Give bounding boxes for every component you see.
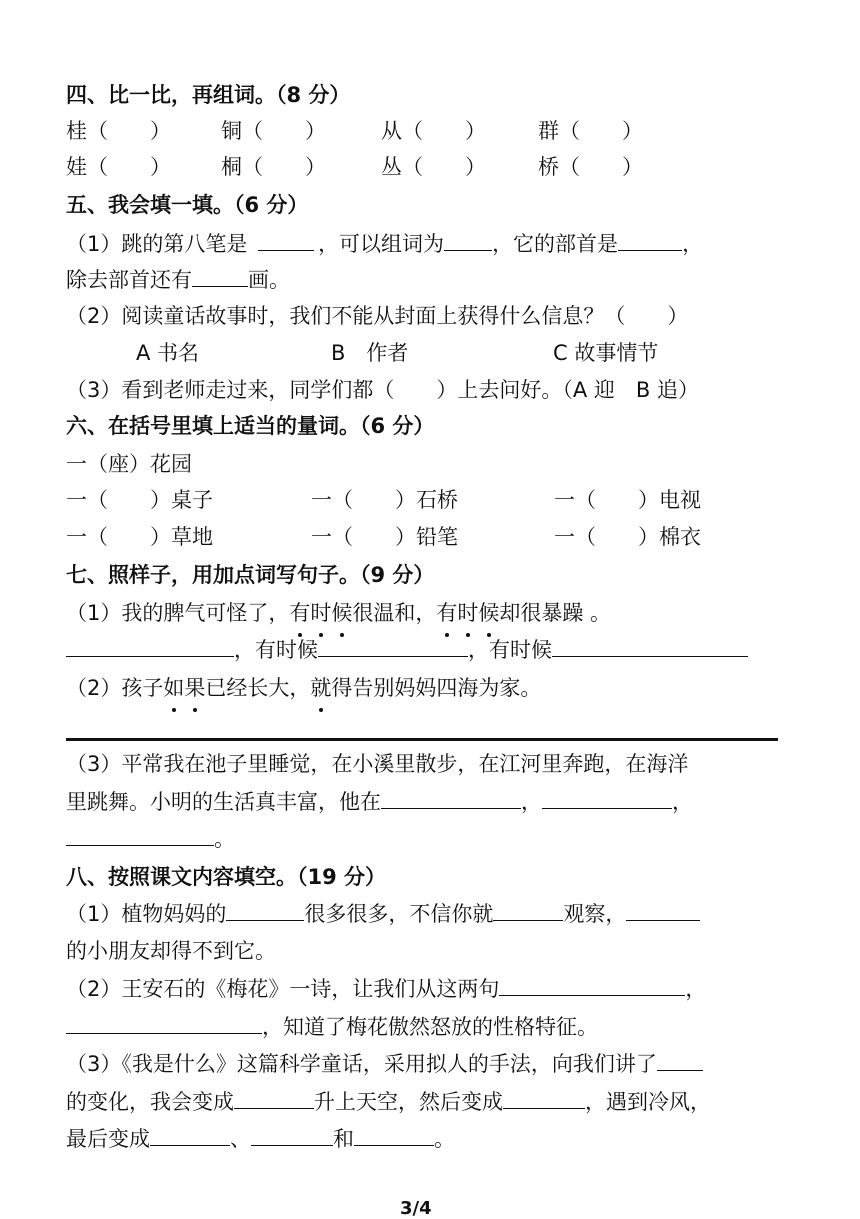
answer-blank[interactable] <box>66 823 214 846</box>
emphasis-dot-char: 有 <box>436 594 457 632</box>
answer-blank[interactable] <box>618 228 682 251</box>
dotted-word <box>310 676 331 700</box>
q8-part-3 <box>66 1045 800 1083</box>
dotted-word <box>289 601 352 625</box>
dotted-word <box>163 676 205 700</box>
q5-part-2: （2）阅读童话故事时，我们不能从封面上获得什么信息？（ ） <box>66 304 689 328</box>
q7-text: ， <box>521 790 542 814</box>
q8-text: （2）王安石的《梅花》一诗，让我们从这两句 <box>66 977 500 1001</box>
q7-text: 已经长大， <box>205 676 311 700</box>
q5-options <box>66 334 800 372</box>
answer-line[interactable] <box>66 738 778 741</box>
q7-text: 里跳舞。小明的生活真丰富，他在 <box>66 790 381 814</box>
q7-sentence-3-line-1: （3）平常我在池子里睡觉，在小溪里散步，在江河里奔跑，在海洋 <box>66 752 689 776</box>
q5-text: ， <box>682 232 704 256</box>
section-7-heading: 七、照样子，用加点词写句子。（9 分） <box>66 563 435 587</box>
q7-sentence-1 <box>66 594 800 632</box>
q8-text: 、 <box>230 1127 251 1151</box>
q8-text: ，知道了梅花傲然怒放的性格特征。 <box>262 1015 598 1039</box>
q8-text: （3）《我是什么》这篇科学童话，采用拟人的手法，向我们讲了 <box>66 1052 657 1076</box>
answer-blank[interactable] <box>192 264 248 287</box>
option-a[interactable]: A 书名 <box>136 341 200 365</box>
q4-item[interactable]: 群（ ） <box>538 119 643 143</box>
answer-blank[interactable] <box>258 228 314 251</box>
answer-blank[interactable] <box>251 1123 333 1146</box>
q8-part-3-end <box>66 1120 800 1158</box>
section-5-heading: 五、我会填一填。（6 分） <box>66 193 309 217</box>
q7-sentence-2 <box>66 669 800 707</box>
q7-text: 得告别妈妈四海为家。 <box>331 676 542 700</box>
q8-text: 观察， <box>563 902 627 926</box>
option-c[interactable]: C 故事情节 <box>553 341 659 365</box>
q8-text: ，遇到冷风， <box>585 1090 711 1114</box>
q7-text: ， <box>672 790 693 814</box>
q6-item[interactable]: 一（ ）棉衣 <box>554 525 701 549</box>
q5-text: ，它的部首是 <box>492 232 619 256</box>
q4-item[interactable]: 娃（ ） <box>66 155 171 179</box>
q5-part-1 <box>66 225 800 263</box>
q7-text: （1）我的脾气可怪了， <box>66 601 290 625</box>
q8-text: 和 <box>333 1127 354 1151</box>
answer-blank[interactable] <box>318 634 468 657</box>
q7-text: ，有时候 <box>234 638 318 662</box>
answer-blank[interactable] <box>626 898 700 921</box>
q4-item[interactable]: 丛（ ） <box>381 155 486 179</box>
q6-example: 一（座）花园 <box>66 452 192 476</box>
answer-blank[interactable] <box>234 1086 314 1109</box>
q4-item[interactable]: 铜（ ） <box>221 119 326 143</box>
section-4-heading: 四、比一比，再组词。（8 分） <box>66 83 351 107</box>
q8-part-2 <box>66 970 800 1008</box>
q5-part-3: （3）看到老师走过来，同学们都（ ）上去问好。（A 迎 B 追） <box>66 378 699 402</box>
option-b[interactable]: B 作者 <box>331 341 409 365</box>
answer-blank[interactable] <box>493 898 563 921</box>
q5-text: （1）跳的第八笔是 <box>66 232 248 256</box>
q4-item[interactable]: 桐（ ） <box>221 155 326 179</box>
q6-item[interactable]: 一（ ）桌子 <box>66 488 213 512</box>
q4-row-2 <box>66 148 800 186</box>
q7-sentence-3-line-2 <box>66 783 800 821</box>
q8-text: 最后变成 <box>66 1127 150 1151</box>
section-8-heading: 八、按照课文内容填空。（19 分） <box>66 865 387 889</box>
q8-part-2-cont <box>66 1008 800 1046</box>
q8-part-1 <box>66 895 800 933</box>
q6-item[interactable]: 一（ ）草地 <box>66 525 213 549</box>
emphasis-dot-char: 时 <box>457 594 478 632</box>
answer-blank[interactable] <box>226 898 304 921</box>
q6-row-2 <box>66 518 800 556</box>
answer-blank[interactable] <box>444 228 492 251</box>
q5-text: 除去部首还有 <box>66 268 192 292</box>
section-6-heading: 六、在括号里填上适当的量词。（6 分） <box>66 414 435 438</box>
q4-item[interactable]: 桥（ ） <box>538 155 643 179</box>
answer-blank[interactable] <box>542 786 672 809</box>
q8-part-3-cont <box>66 1083 800 1121</box>
q8-text: 很多很多，不信你就 <box>304 902 494 926</box>
q5-text: ，可以组词为 <box>318 232 445 256</box>
emphasis-dot-char: 就 <box>310 669 331 707</box>
answer-blank[interactable] <box>499 973 685 996</box>
answer-blank[interactable] <box>66 634 234 657</box>
q6-item[interactable]: 一（ ）电视 <box>554 488 701 512</box>
q4-item[interactable]: 从（ ） <box>381 119 486 143</box>
q7-text: ，有时候 <box>468 638 552 662</box>
emphasis-dot-char: 时 <box>310 594 331 632</box>
answer-blank[interactable] <box>552 634 748 657</box>
emphasis-dot-char: 果 <box>184 669 205 707</box>
answer-blank[interactable] <box>381 786 521 809</box>
q7-sentence-3-line-3 <box>66 820 800 858</box>
q8-text: ， <box>685 977 707 1001</box>
q7-text: 很温和， <box>352 601 437 625</box>
answer-blank[interactable] <box>503 1086 585 1109</box>
emphasis-dot-char: 候 <box>478 594 499 632</box>
q7-text: （2）孩子 <box>66 676 164 700</box>
q4-item[interactable]: 桂（ ） <box>66 119 171 143</box>
q6-item[interactable]: 一（ ）石桥 <box>311 488 458 512</box>
q8-text: 升上天空，然后变成 <box>314 1090 503 1114</box>
emphasis-dot-char: 候 <box>331 594 352 632</box>
q6-item[interactable]: 一（ ）铅笔 <box>311 525 458 549</box>
answer-blank[interactable] <box>657 1048 703 1071</box>
q8-part-1-cont: 的小朋友却得不到它。 <box>66 939 276 963</box>
q4-row-1 <box>66 112 800 150</box>
q8-text: 的变化，我会变成 <box>66 1090 234 1114</box>
q7-text: 。 <box>214 827 235 851</box>
q8-text: （1）植物妈妈的 <box>66 902 227 926</box>
answer-blank[interactable] <box>150 1123 230 1146</box>
q6-row-1 <box>66 481 800 519</box>
answer-blank[interactable] <box>354 1123 434 1146</box>
dotted-word <box>436 601 499 625</box>
q8-text: 。 <box>434 1127 455 1151</box>
q5-part-1-cont <box>66 261 800 299</box>
q5-text: 画。 <box>248 268 290 292</box>
answer-blank[interactable] <box>66 1011 262 1034</box>
q7-sentence-1-fill <box>66 631 800 669</box>
q7-text: 却很暴躁 。 <box>499 601 612 625</box>
emphasis-dot-char: 如 <box>163 669 184 707</box>
emphasis-dot-char: 有 <box>289 594 310 632</box>
page-number: 3/4 <box>400 1198 432 1219</box>
